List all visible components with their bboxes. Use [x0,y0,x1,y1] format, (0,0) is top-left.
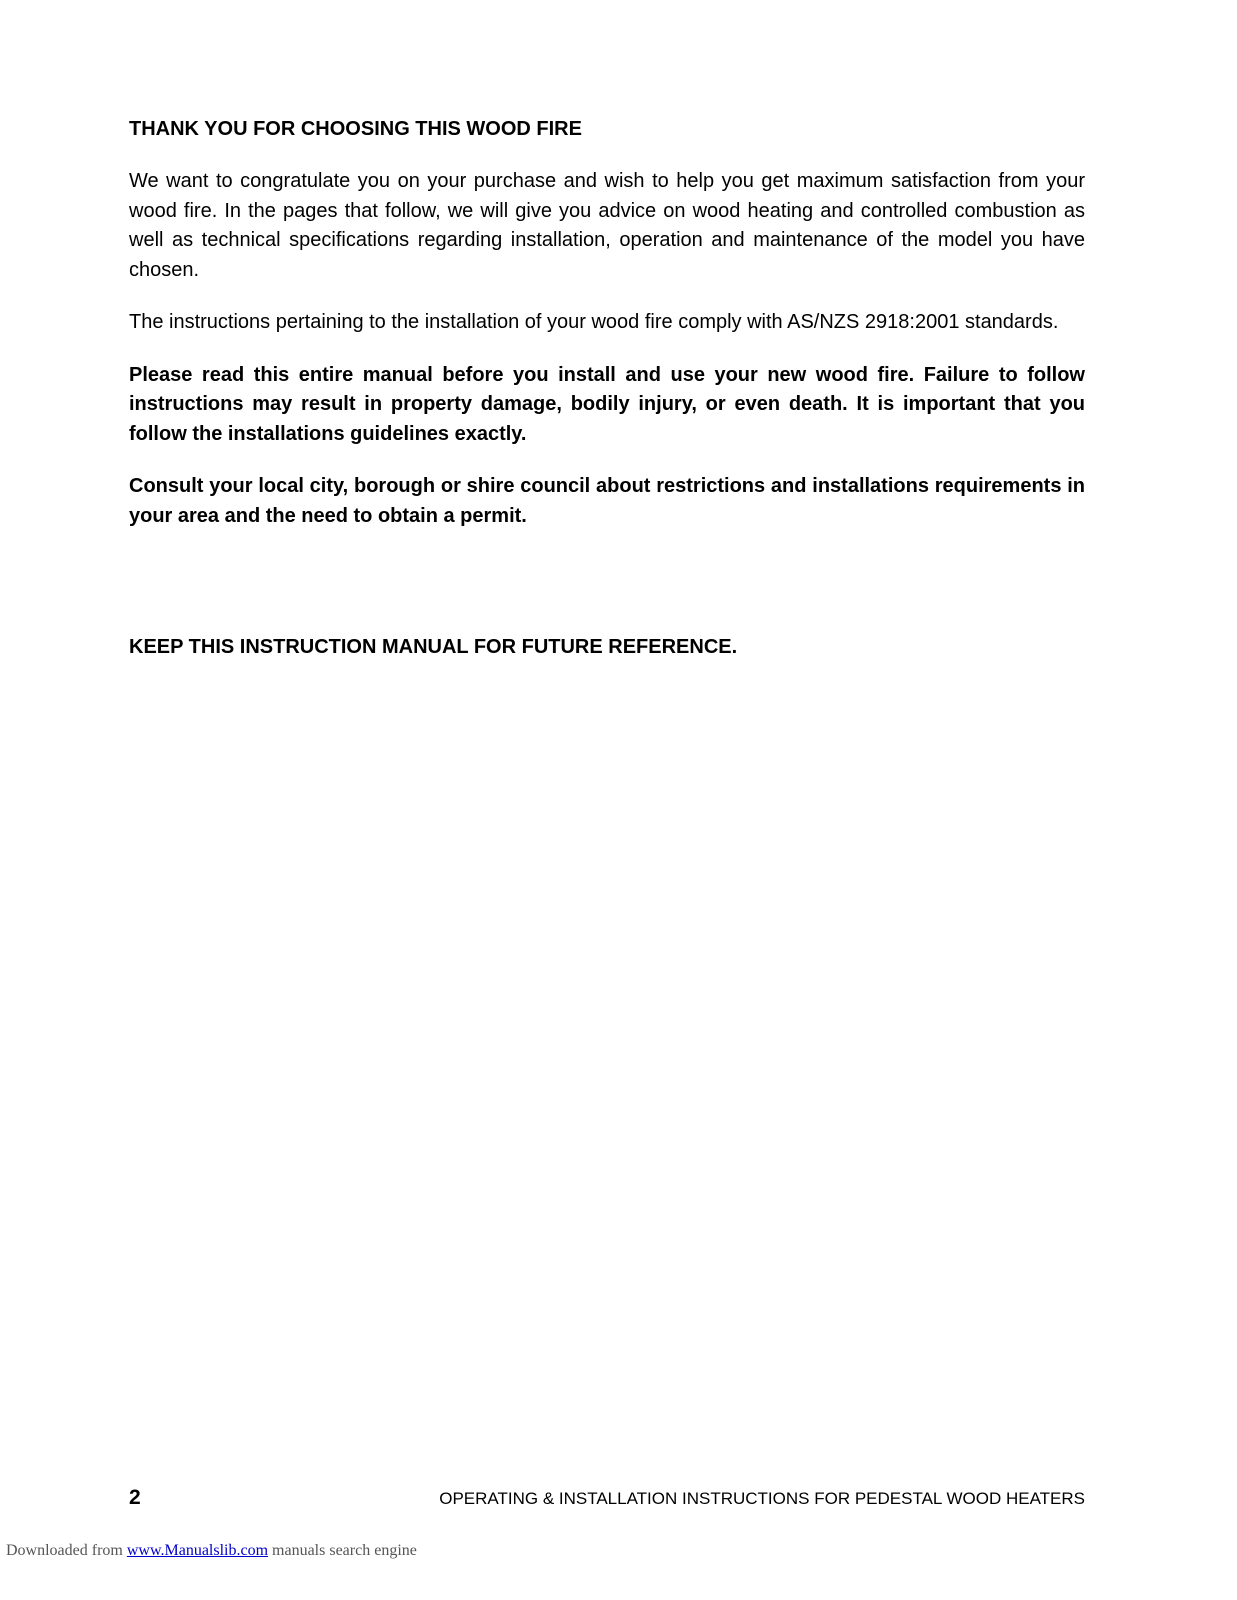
council-paragraph: Consult your local city, borough or shire council about restrictions and installations requirements in your area and the need to obtain a permit. [129,475,1085,527]
page-footer [129,1484,1085,1512]
standards-paragraph: The instructions pertaining to the installation of your wood fire comply with AS/NZS 2918:2001 standards. [129,311,1059,333]
warning-paragraph: Please read this entire manual before you install and use your new wood fire. Failure to follow instructions may result in property damage, bodily injury, or even death. It is important that you follow the installations guidelines exactly. [129,363,1085,445]
download-prefix: Downloaded from [6,1542,127,1559]
download-source-bar [6,1540,417,1562]
page-heading: THANK YOU FOR CHOOSING THIS WOOD FIRE [129,118,582,140]
intro-paragraph: We want to congratulate you on your purchase and wish to help you get maximum satisfaction from your wood fire. In the pages that follow, we will give you advice on wood heating and controlled combustion as well as technical specifications regarding installation, operation and maintenance of the model you have chosen. [129,170,1085,281]
manualslib-link[interactable]: www.Manualslib.com [126,1542,269,1559]
footer-title: OPERATING & INSTALLATION INSTRUCTIONS FOR PEDESTAL WOOD HEATERS [439,1489,1085,1508]
keep-manual-notice: KEEP THIS INSTRUCTION MANUAL FOR FUTURE REFERENCE. [129,636,738,658]
page-content [129,115,1085,554]
page-number: 2 [129,1486,141,1509]
download-suffix: manuals search engine [268,1542,417,1559]
